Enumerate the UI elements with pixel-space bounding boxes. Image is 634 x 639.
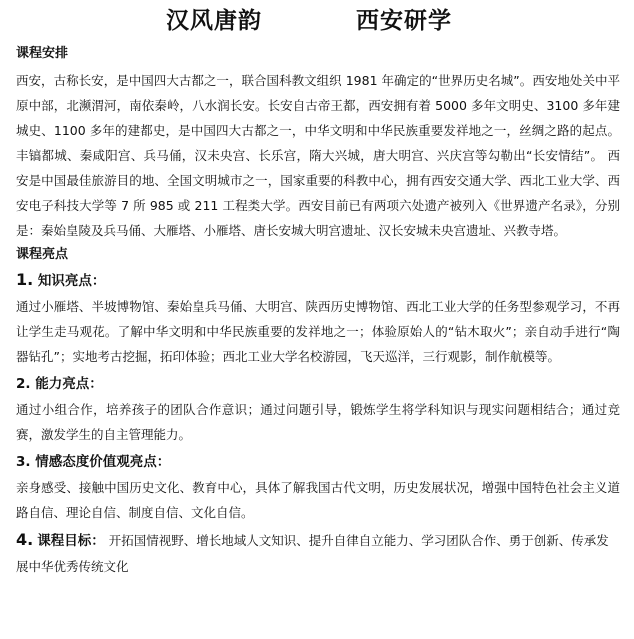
title-row (16, 6, 620, 40)
schedule-paragraph: 西安，古称长安，是中国四大古都之一，联合国科教文组织 1981 年确定的“世界历史名城”。西安地处关中平原中部，北濒渭河，南依秦岭，八水润长安。长安自古帝王都，西安拥有着 5000 多年文明史、3100 多年建城史、1100 多年的建都史，是中国四大古都之一，中华文明和中华民族重要发祥地之一，丝绸之路的起点。 丰镐都城、秦咸阳宫、兵马俑，汉未央宫、长乐宫，隋大兴城，唐大明宫、兴庆宫等勾勒出“长安情结”。 西安是中国最佳旅游目的地、全国文明城市之一，国家重要的科教中心，拥有西安交通大学、西北工业大学、西安电子科技大学等 7 所 985 或 211 工程类大学。西安目前已有两项六处遗产被列入《世界遗产名录》，分别是：秦始皇陵及兵马俑、大雁塔、小雁塔、唐长安城大明宫遗址、汉长安城未央宫遗址、兴教寺塔。 (16, 73, 620, 238)
emotion-heading (16, 451, 620, 473)
goal-title: 课程目标： (37, 533, 105, 549)
ability-heading (16, 373, 620, 395)
goal-number: 4. (16, 530, 34, 549)
knowledge-paragraph: 通过小雁塔、半坡博物馆、秦始皇兵马俑、大明宫、陕西历史博物馆、西北工业大学的任务型参观学习，不再让学生走马观花。了解中华文明和中华民族重要的发祥地之一；体验原始人的“钻木取火”；亲自动手进行“陶器钻孔”；实地考古挖掘，拓印体验；西北工业大学名校游园，飞天巡洋，三行观影，制作航模等。 (16, 299, 620, 364)
highlights-heading: 课程亮点 (16, 247, 69, 262)
emotion-title: 情感态度价值观亮点： (35, 454, 171, 470)
ability-title: 能力亮点： (35, 376, 103, 392)
emotion-number: 3. (16, 454, 31, 470)
ability-number: 2. (16, 376, 31, 392)
ability-paragraph: 通过小组合作，培养孩子的团队合作意识；通过问题引导，锻炼学生将学科知识与现实问题相结合；通过竞赛，激发学生的自主管理能力。 (16, 402, 620, 442)
schedule-heading: 课程安排 (16, 46, 69, 61)
knowledge-number: 1. (16, 270, 34, 289)
emotion-paragraph: 亲身感受、接触中国历史文化、教育中心，具体了解我国古代文明，历史发展状况，增强中国特色社会主义道路自信、理论自信、制度自信、文化自信。 (16, 480, 620, 520)
title-right: 西安研学 (356, 8, 452, 34)
title-left: 汉风唐韵 (166, 8, 262, 34)
knowledge-heading (16, 269, 620, 292)
knowledge-title: 知识亮点： (37, 273, 106, 289)
goal-paragraph: 开拓国情视野、增长地域人文知识、提升自律自立能力、学习团队合作、勇于创新、传承发展中华优秀传统文化 (16, 533, 609, 574)
goal-block (16, 527, 620, 579)
